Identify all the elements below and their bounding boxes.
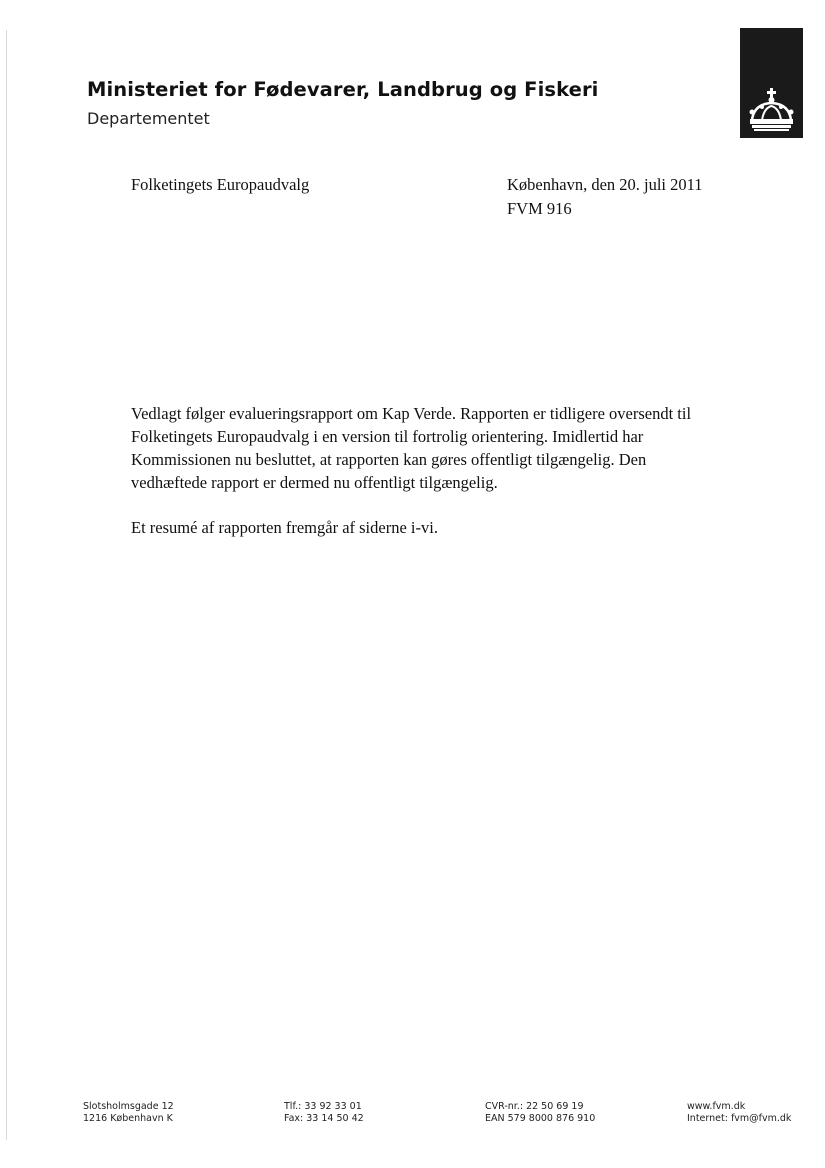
footer-ean: EAN 579 8000 876 910 — [485, 1112, 596, 1124]
footer-fax: Fax: 33 14 50 42 — [284, 1112, 364, 1124]
reference-number: FVM 916 — [507, 199, 572, 218]
footer-phone — [284, 1101, 364, 1124]
page-margin-rule — [6, 30, 7, 1140]
footer-cvr: CVR-nr.: 22 50 69 19 — [485, 1101, 584, 1112]
ministry-name: Ministeriet for Fødevarer, Landbrug og Fiskeri — [87, 78, 599, 101]
footer-address — [83, 1101, 174, 1124]
footer-registration — [485, 1101, 595, 1124]
place-and-date: København, den 20. juli 2011 — [507, 175, 703, 194]
body-paragraph: Et resumé af rapporten fremgår af siderne i-vi. — [131, 518, 438, 537]
footer-email-link[interactable]: Internet: fvm@fvm.dk — [687, 1112, 792, 1124]
footer-telephone: Tlf.: 33 92 33 01 — [284, 1101, 362, 1112]
recipient: Folketingets Europaudvalg — [131, 175, 310, 194]
footer-street: Slotsholmsgade 12 — [83, 1101, 174, 1112]
crown-logo — [740, 28, 803, 138]
department-name: Departementet — [87, 109, 210, 128]
crown-icon — [740, 28, 803, 138]
footer-website-link[interactable]: www.fvm.dk — [687, 1101, 746, 1112]
footer-web — [687, 1101, 791, 1124]
letter-body — [131, 402, 721, 561]
body-paragraph: Vedlagt følger evalueringsrapport om Kap Verde. Rapporten er tidligere oversendt til Folketingets Europaudvalg i en version til fortrolig orientering. Imidlertid har Kommissionen nu besluttet, at rapporten kan gøres offentligt tilgængelig. Den vedhæftede rapport er dermed nu offentligt tilgængelig. — [131, 404, 692, 492]
footer-postal-city: 1216 København K — [83, 1112, 173, 1124]
